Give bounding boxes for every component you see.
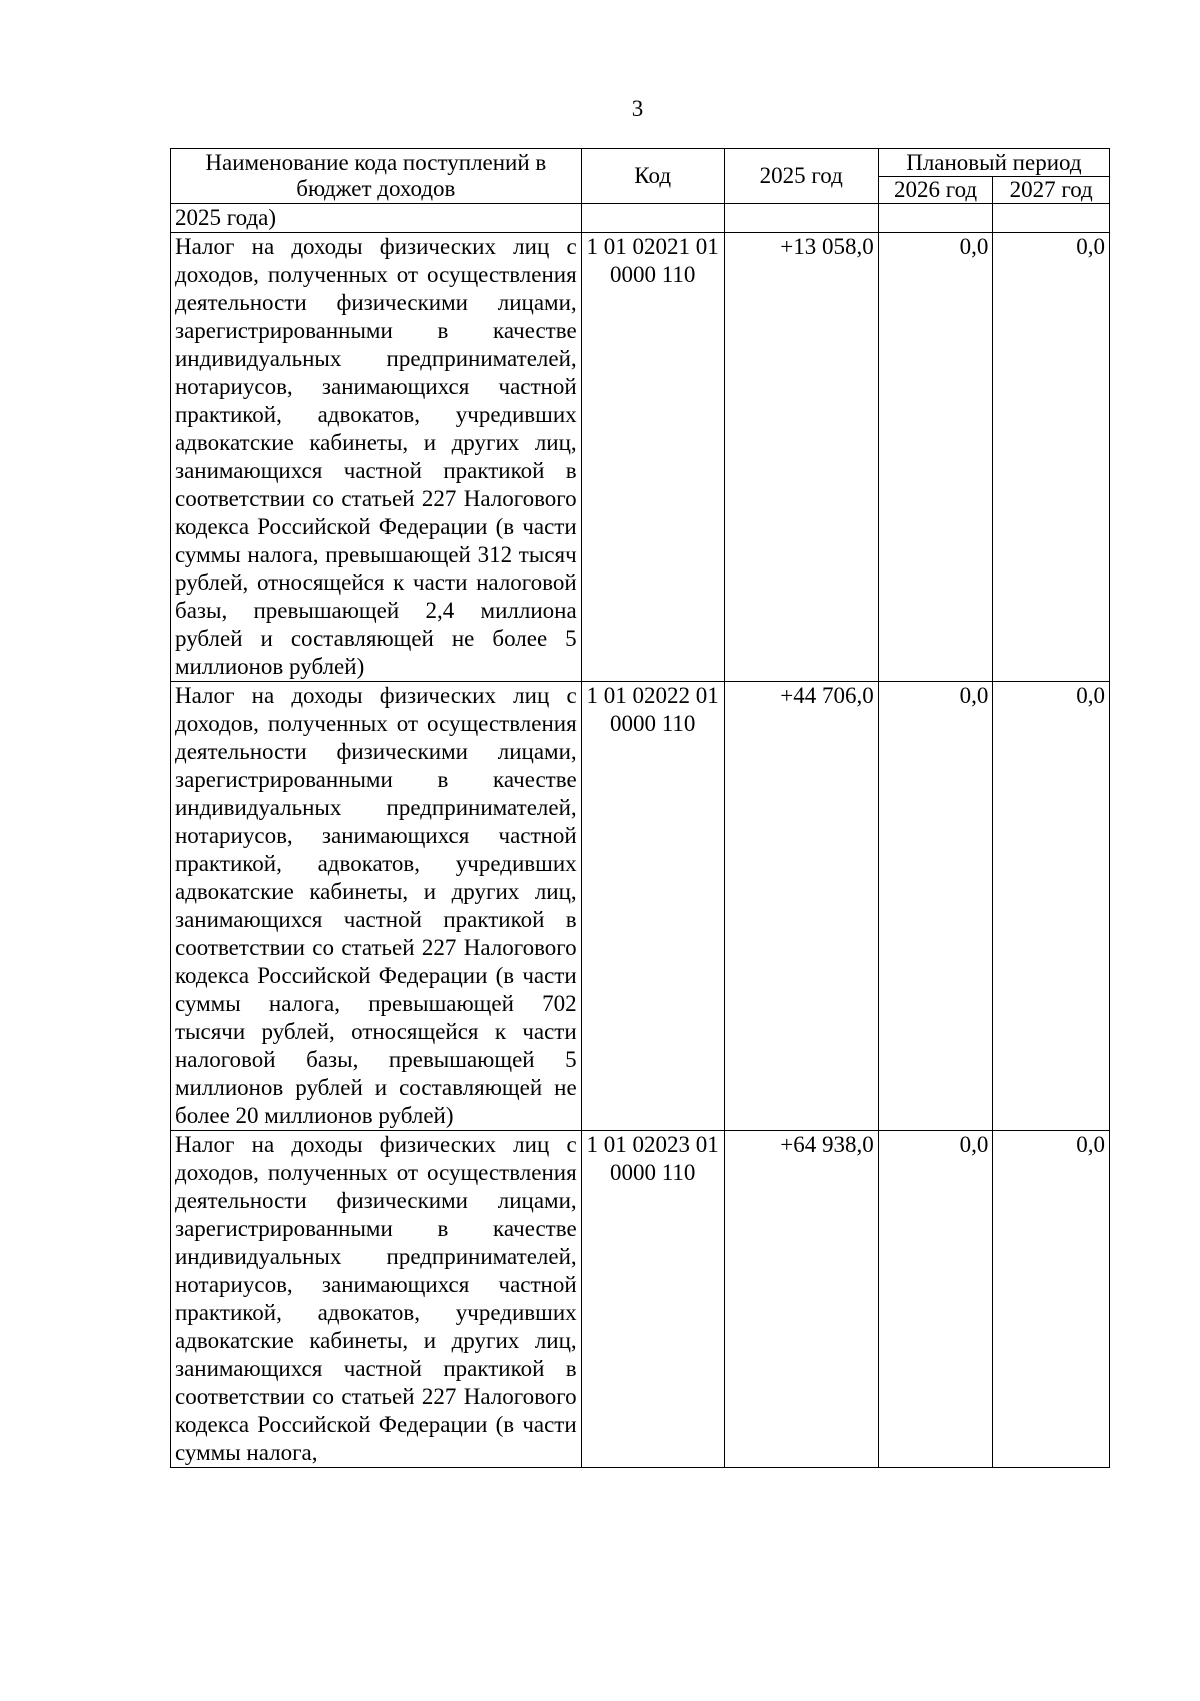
header-planned-period: Плановый период <box>878 149 1109 177</box>
row-code: 1 01 02023 01 0000 110 <box>581 1131 724 1468</box>
continuation-text: 2025 года) <box>171 204 582 233</box>
row-code: 1 01 02022 01 0000 110 <box>581 682 724 1131</box>
row-name: Налог на доходы физических лиц с доходов, полученных от осуществления деятельности физическими лицами, зарегистрированными в качестве индивидуальных предпринимателей, нотариусов, занимающихся частной практикой, адвокатов, учредивших адвокатские кабинеты, и других лиц, занимающихся частной практикой в соответствии со статьей 227 Налогового кодекса Российской Федерации (в части суммы налога, превышающей 312 тысяч рублей, относящейся к части налоговой базы, превышающей 2,4 миллиона рублей и составляющей не более 5 миллионов рублей) <box>171 233 582 682</box>
table-row <box>171 1131 1110 1468</box>
row-name: Налог на доходы физических лиц с доходов, полученных от осуществления деятельности физическими лицами, зарегистрированными в качестве индивидуальных предпринимателей, нотариусов, занимающихся частной практикой, адвокатов, учредивших адвокатские кабинеты, и других лиц, занимающихся частной практикой в соответствии со статьей 227 Налогового кодекса Российской Федерации (в части суммы налога, <box>171 1131 582 1468</box>
header-code: Код <box>581 149 724 204</box>
row-value-2026: 0,0 <box>878 682 993 1131</box>
row-value-2025: +64 938,0 <box>724 1131 878 1468</box>
header-2027: 2027 год <box>993 177 1110 204</box>
row-value-2026: 0,0 <box>878 1131 993 1468</box>
row-value-2027: 0,0 <box>993 233 1110 682</box>
row-value-2026: 0,0 <box>878 233 993 682</box>
table-row <box>171 233 1110 682</box>
row-value-2027: 0,0 <box>993 1131 1110 1468</box>
row-name: Налог на доходы физических лиц с доходов, полученных от осуществления деятельности физическими лицами, зарегистрированными в качестве индивидуальных предпринимателей, нотариусов, занимающихся частной практикой, адвокатов, учредивших адвокатские кабинеты, и других лиц, занимающихся частной практикой в соответствии со статьей 227 Налогового кодекса Российской Федерации (в части суммы налога, превышающей 702 тысячи рублей, относящейся к части налоговой базы, превышающей 5 миллионов рублей и составляющей не более 20 миллионов рублей) <box>171 682 582 1131</box>
continuation-row <box>171 204 1110 233</box>
row-value-2025: +44 706,0 <box>724 682 878 1131</box>
row-code: 1 01 02021 01 0000 110 <box>581 233 724 682</box>
row-value-2027: 0,0 <box>993 682 1110 1131</box>
page-number: 3 <box>631 96 644 121</box>
header-2026: 2026 год <box>878 177 993 204</box>
header-2025: 2025 год <box>724 149 878 204</box>
row-value-2025: +13 058,0 <box>724 233 878 682</box>
table-row <box>171 682 1110 1131</box>
header-name: Наименование кода поступлений в бюджет доходов <box>171 149 582 204</box>
income-budget-table <box>170 148 1110 1468</box>
